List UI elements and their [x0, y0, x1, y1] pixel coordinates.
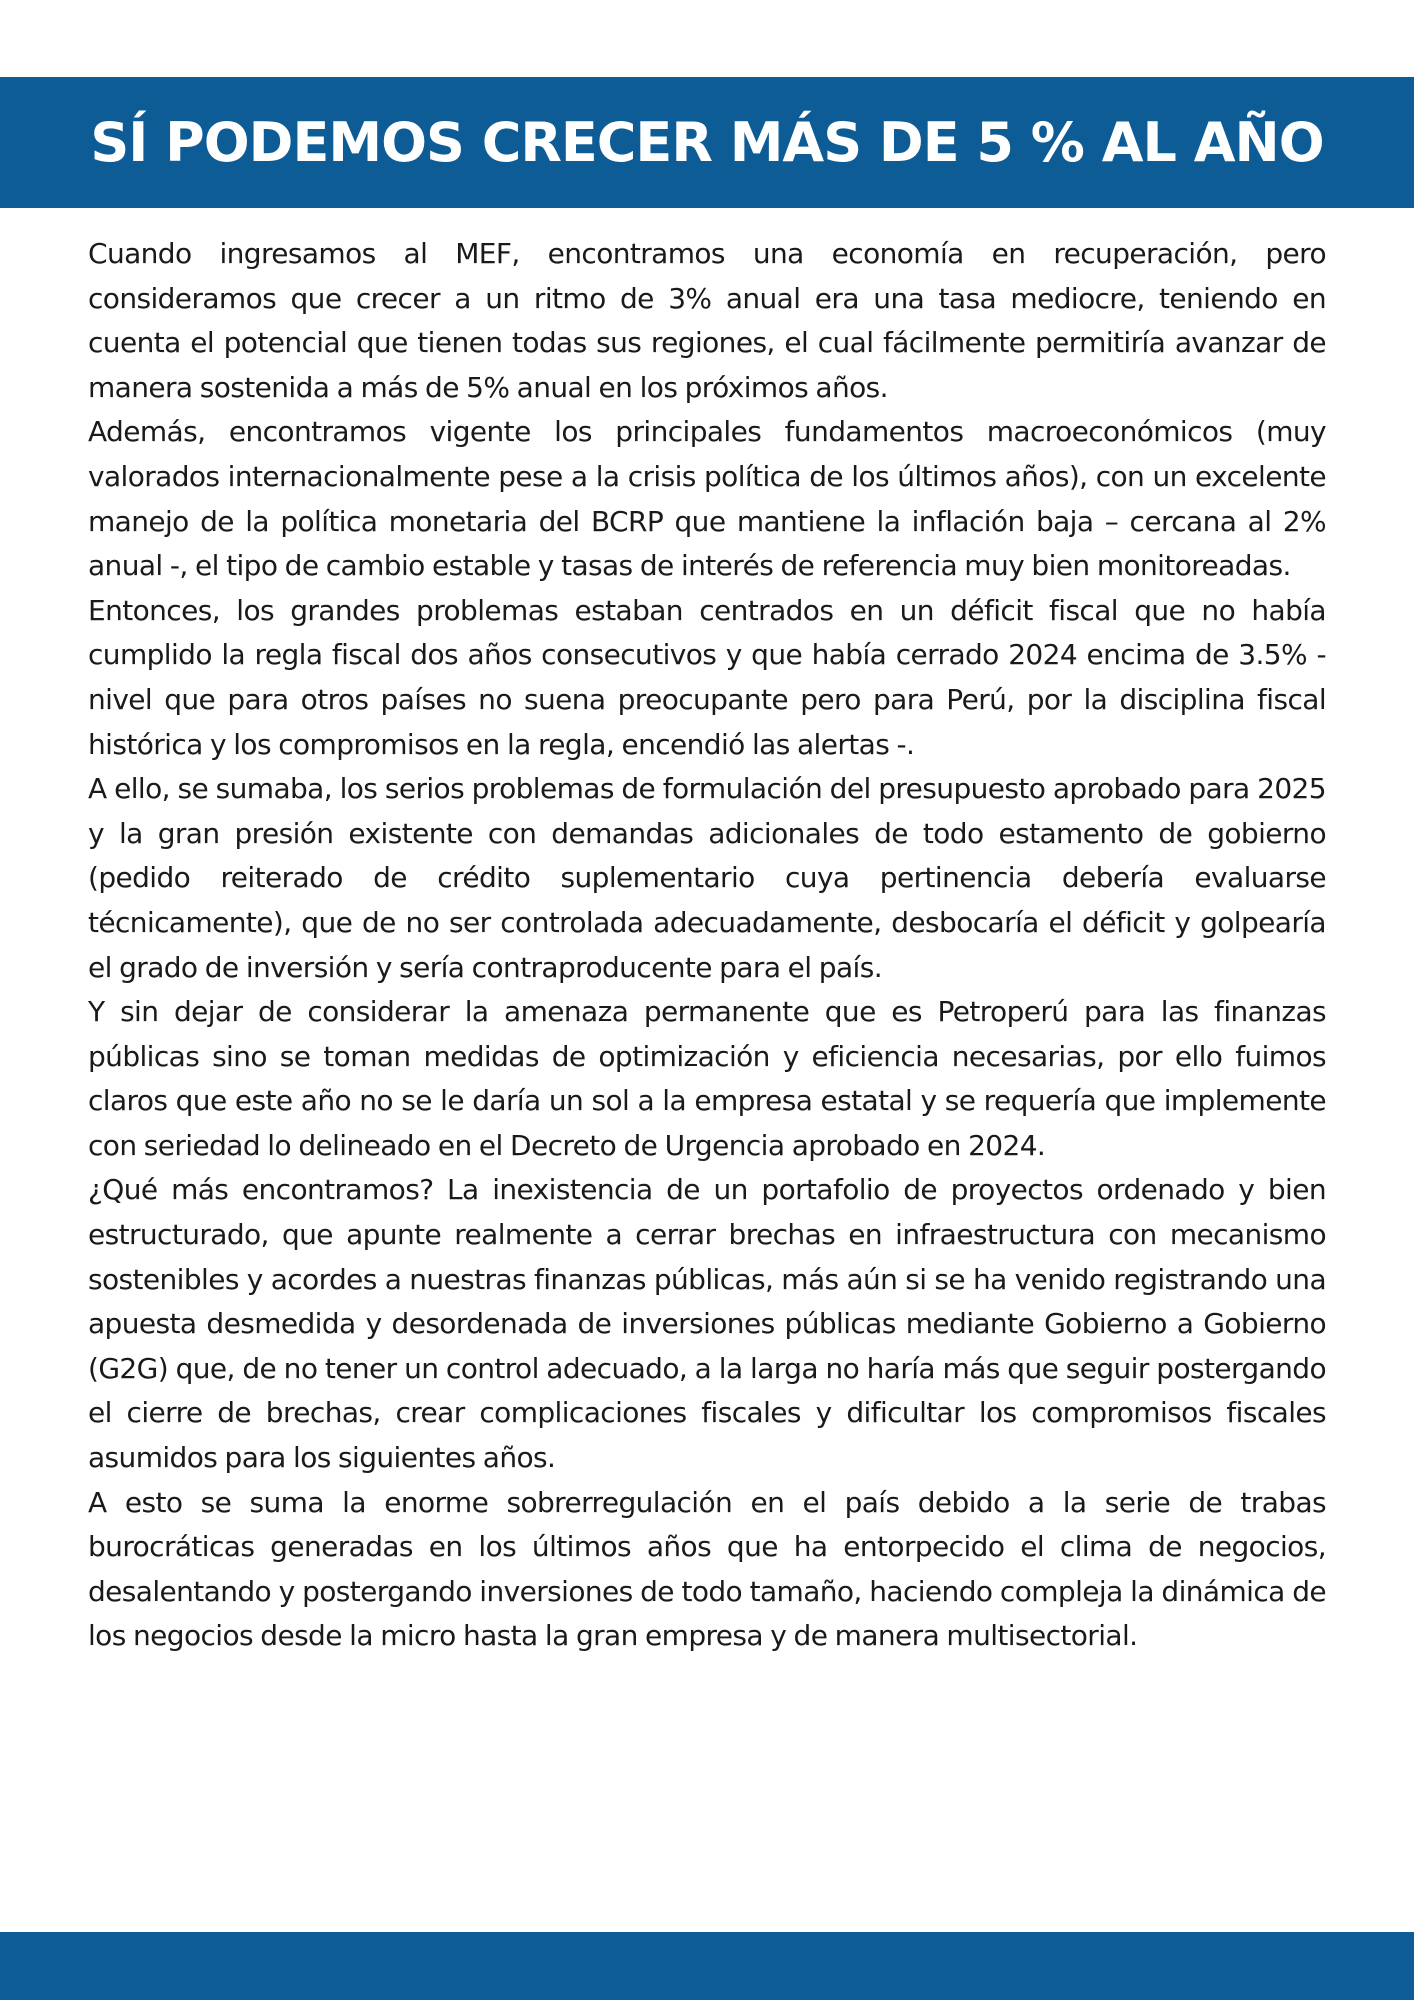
article-body — [88, 232, 1326, 1922]
footer-bar — [0, 1932, 1414, 2000]
paragraph-1: Cuando ingresamos al MEF, encontramos una economía en recuperación, pero consideramos que crecer a un ritmo de 3% anual era una tasa mediocre, teniendo en cuenta el potencial que tienen todas sus regiones, el cual fácilmente permitiría avanzar de manera sostenida a más de 5% anual en los próximos años. — [88, 237, 1326, 404]
paragraph-3: Entonces, los grandes problemas estaban centrados en un déficit fiscal que no había cumplido la regla fiscal dos años consecutivos y que había cerrado 2024 encima de 3.5% - nivel que para otros países no suena preocupante pero para Perú, por la disciplina fiscal histórica y los compromisos en la regla, encendió las alertas -. — [88, 593, 1326, 761]
paragraph-4: A ello, se sumaba, los serios problemas de formulación del presupuesto aprobado para 2025 y la gran presión existente con demandas adicionales de todo estamento de gobierno (pedido reiterado de crédito suplementario cuya pertinencia debería evaluarse técnicamente), que de no ser controlada adecuadamente, desbocaría el déficit y golpearía el grado de inversión y sería contraproducente para el país. — [88, 772, 1326, 984]
header-banner — [0, 77, 1414, 208]
paragraph-7: A esto se suma la enorme sobrerregulación en el país debido a la serie de trabas burocráticas generadas en los últimos años que ha entorpecido el clima de negocios, desalentando y postergando inversiones de todo tamaño, haciendo compleja la dinámica de los negocios desde la micro hasta la gran empresa y de manera multisectorial. — [88, 1485, 1326, 1653]
paragraph-2: Además, encontramos vigente los principales fundamentos macroeconómicos (muy valorados internacionalmente pese a la crisis política de los últimos años), con un excelente manejo de la política monetaria del BCRP que mantiene la inflación baja – cercana al 2% anual -, el tipo de cambio estable y tasas de interés de referencia muy bien monitoreadas. — [88, 415, 1326, 583]
paragraph-5: Y sin dejar de considerar la amenaza permanente que es Petroperú para las finanzas públicas sino se toman medidas de optimización y eficiencia necesarias, por ello fuimos claros que este año no se le daría un sol a la empresa estatal y se requería que implemente con seriedad lo delineado en el Decreto de Urgencia aprobado en 2024. — [88, 995, 1326, 1162]
paragraph-6: ¿Qué más encontramos? La inexistencia de un portafolio de proyectos ordenado y bien estructurado, que apunte realmente a cerrar brechas en infraestructura con mecanismo sostenibles y acordes a nuestras finanzas públicas, más aún si se ha venido registrando una apuesta desmedida y desordenada de inversiones públicas mediante Gobierno a Gobierno (G2G) que, de no tener un control adecuado, a la larga no haría más que seguir postergando el cierre de brechas, crear complicaciones fiscales y dificultar los compromisos fiscales asumidos para los siguientes años. — [88, 1173, 1326, 1475]
page-title: SÍ PODEMOS CRECER MÁS DE 5 % AL AÑO — [90, 111, 1324, 174]
